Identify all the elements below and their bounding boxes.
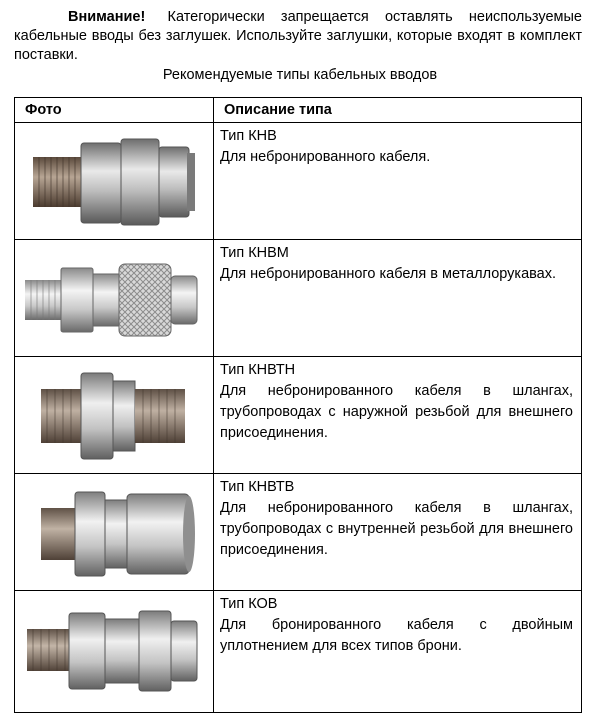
photo-cell bbox=[15, 123, 214, 240]
type-description: Для небронированного кабеля в шлангах, трубопроводах с наружной резьбой для внешнего присоединения. bbox=[220, 383, 573, 441]
description-cell bbox=[214, 357, 582, 474]
header-photo: Фото bbox=[15, 98, 214, 123]
header-description: Описание типа bbox=[214, 98, 582, 123]
table-row bbox=[15, 474, 582, 591]
type-description: Для небронированного кабеля. bbox=[220, 149, 431, 165]
cable-gland-knv-photo bbox=[15, 123, 214, 239]
table-row bbox=[15, 357, 582, 474]
warning-text: Категорически запрещается оставлять неиспользуемые кабельные вводы без заглушек. Используйте заглушки, которые входят в комплект поставки. bbox=[14, 9, 582, 63]
warning-paragraph bbox=[14, 8, 582, 65]
type-name: Тип КОВ bbox=[220, 596, 278, 612]
description-cell bbox=[214, 240, 582, 357]
description-cell bbox=[214, 474, 582, 591]
warning-lead: Внимание! bbox=[68, 9, 146, 25]
cable-gland-knvtv-photo bbox=[15, 474, 214, 590]
photo-cell bbox=[15, 591, 214, 713]
table-row bbox=[15, 591, 582, 713]
type-name: Тип КНВМ bbox=[220, 245, 289, 261]
table-header-row bbox=[15, 98, 582, 123]
type-name: Тип КНВ bbox=[220, 128, 277, 144]
type-name: Тип КНВТВ bbox=[220, 479, 295, 495]
table-caption: Рекомендуемые типы кабельных вводов bbox=[162, 67, 438, 83]
photo-cell bbox=[15, 474, 214, 591]
type-description: Для небронированного кабеля в шлангах, трубопроводах с внутренней резьбой для внешнего присоединения. bbox=[220, 500, 573, 558]
cable-gland-kov-photo bbox=[15, 591, 214, 712]
cable-gland-knvtn-photo bbox=[15, 357, 214, 473]
cable-gland-table bbox=[14, 97, 582, 713]
cable-gland-knvm-photo bbox=[15, 240, 214, 356]
photo-cell bbox=[15, 357, 214, 474]
table-row bbox=[15, 123, 582, 240]
table-row bbox=[15, 240, 582, 357]
photo-cell bbox=[15, 240, 214, 357]
type-description: Для небронированного кабеля в металлорукавах. bbox=[220, 266, 557, 282]
description-cell bbox=[214, 123, 582, 240]
type-name: Тип КНВТН bbox=[220, 362, 296, 378]
description-cell bbox=[214, 591, 582, 713]
type-description: Для бронированного кабеля с двойным уплотнением для всех типов брони. bbox=[220, 617, 573, 654]
